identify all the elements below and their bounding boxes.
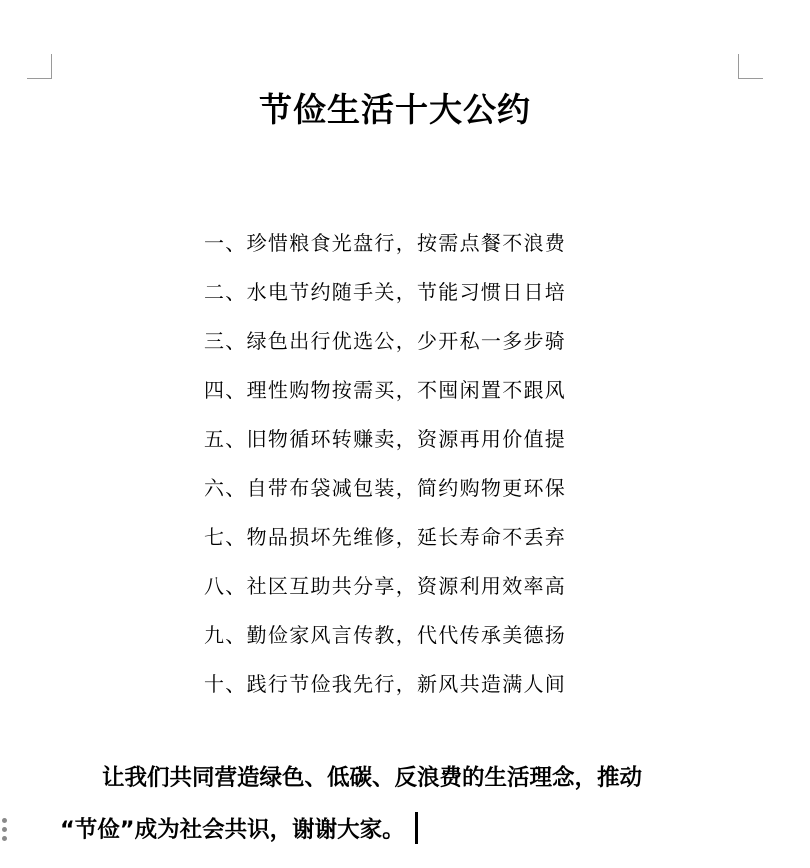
pledge-item[interactable]: 五、旧物循环转赚卖，资源再用价值提 — [204, 427, 567, 451]
handle-dot — [2, 818, 7, 823]
page-corner-mark-top-right — [738, 54, 763, 79]
text-cursor — [415, 812, 418, 844]
closing-line-2-text: “节俭”成为社会共识，谢谢大家。 — [60, 817, 405, 843]
closing-line-1[interactable]: 让我们共同营造绿色、低碳、反浪费的生活理念，推动 — [102, 765, 643, 791]
drag-handle-icon[interactable] — [2, 818, 10, 845]
pledge-item[interactable]: 九、勤俭家风言传教，代代传承美德扬 — [204, 623, 567, 647]
closing-line-2[interactable] — [60, 804, 750, 856]
pledge-item[interactable]: 七、物品损坏先维修，延长寿命不丢弃 — [204, 525, 567, 549]
handle-dot — [2, 827, 7, 832]
pledge-item[interactable]: 六、自带布袋减包装，简约购物更环保 — [204, 476, 567, 500]
handle-dot — [2, 836, 7, 841]
document-title[interactable]: 节俭生活十大公约 — [259, 90, 531, 129]
pledge-item[interactable]: 二、水电节约随手关，节能习惯日日培 — [204, 280, 567, 304]
pledge-item[interactable]: 三、绿色出行优选公，少开私一多步骑 — [204, 329, 567, 353]
pledge-item[interactable]: 一、珍惜粮食光盘行，按需点餐不浪费 — [204, 231, 567, 255]
closing-paragraph[interactable] — [60, 752, 750, 856]
pledge-item[interactable]: 十、践行节俭我先行，新风共造满人间 — [204, 672, 567, 696]
pledge-item[interactable]: 八、社区互助共分享，资源利用效率高 — [204, 574, 567, 598]
page-corner-mark-top-left — [27, 54, 52, 79]
pledge-list — [204, 224, 566, 714]
pledge-item[interactable]: 四、理性购物按需买，不囤闲置不跟风 — [204, 378, 567, 402]
